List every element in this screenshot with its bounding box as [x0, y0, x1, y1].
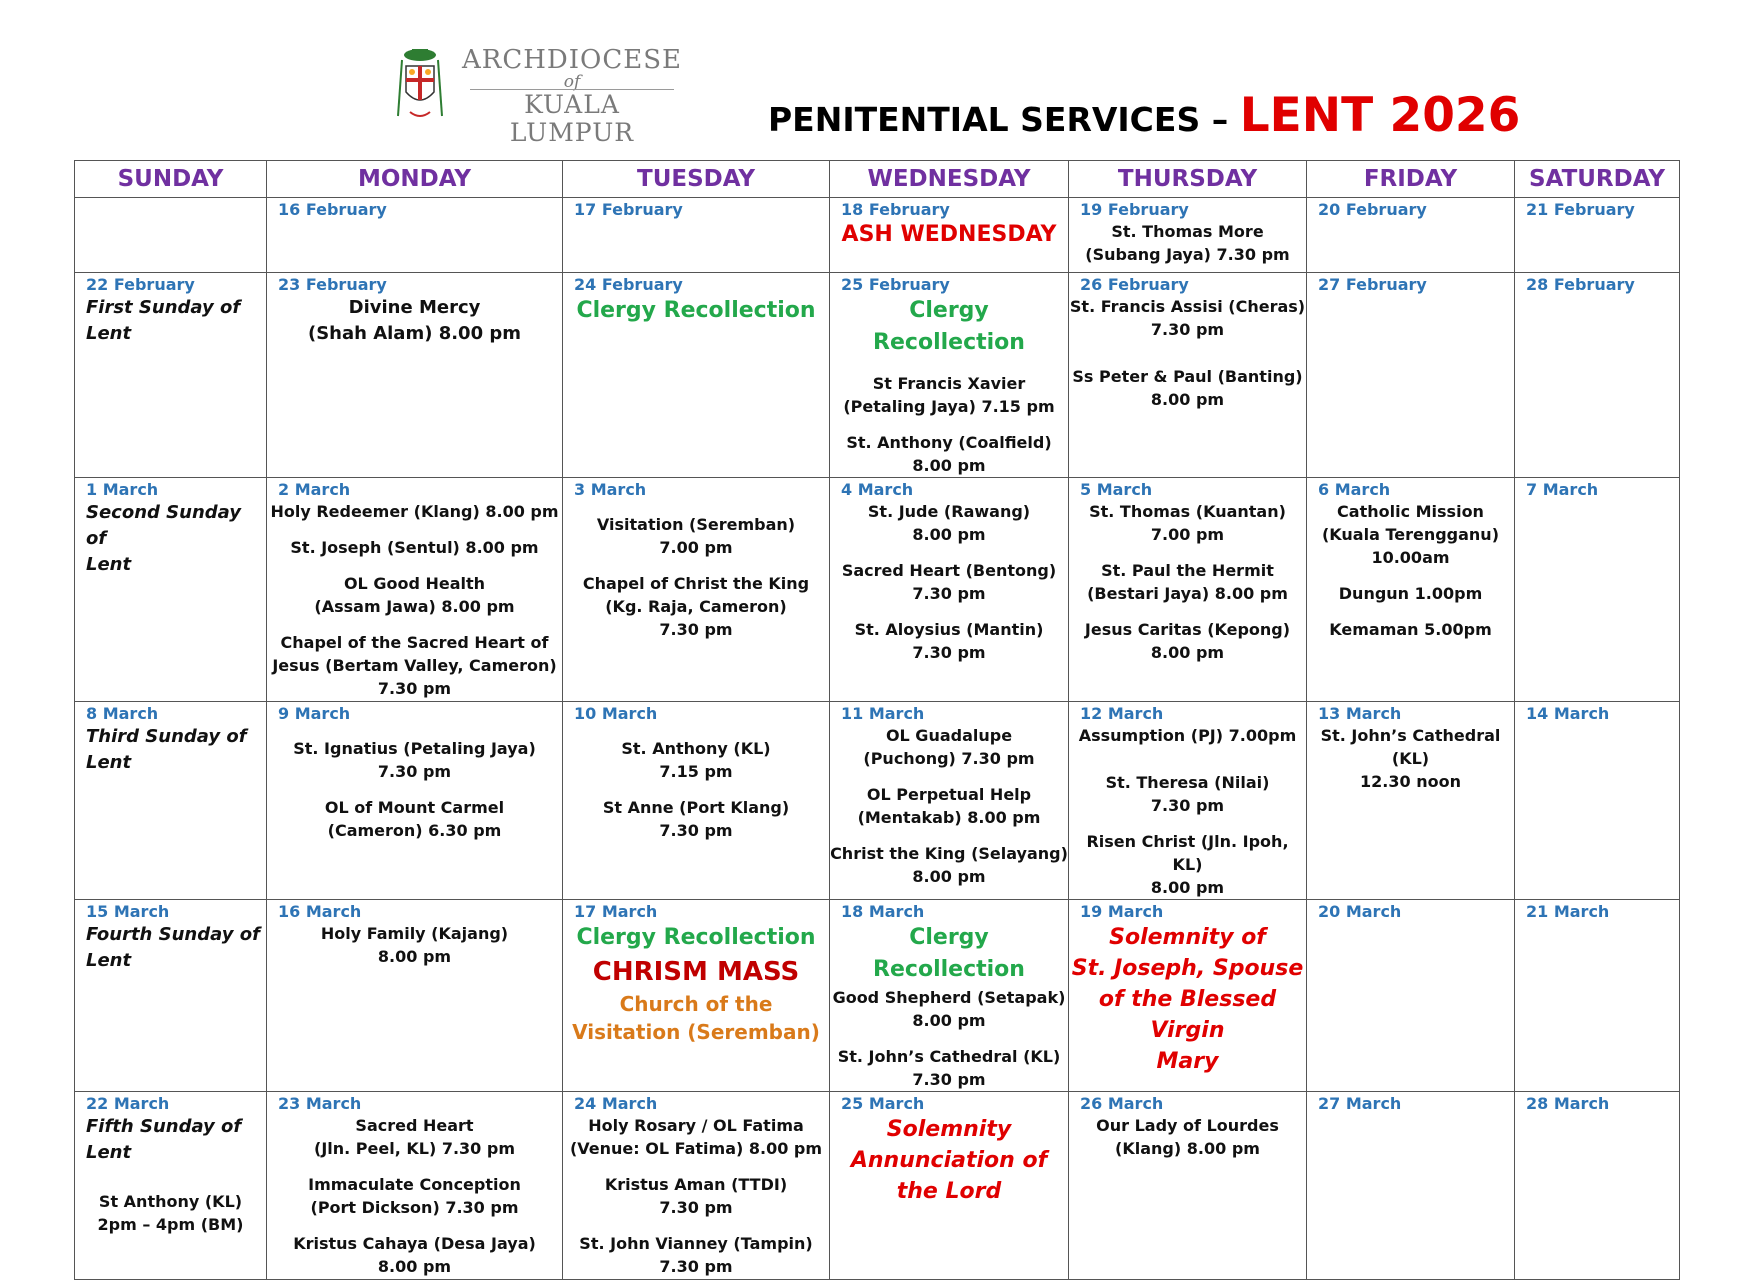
- event-line: St. John’s Cathedral: [1320, 726, 1501, 745]
- day-cell: [75, 273, 267, 478]
- day-cell: [1307, 273, 1515, 478]
- date-label: 23 February: [278, 275, 387, 294]
- day-cell: [75, 702, 267, 900]
- date-label: 10 March: [574, 704, 658, 723]
- clergy-recollection-label: Clergy Recollection: [576, 925, 816, 950]
- date-label: 4 March: [841, 480, 914, 499]
- day-cell: [830, 900, 1069, 1092]
- event-line: 7.30 pm: [912, 584, 986, 603]
- event-line: St. Aloysius (Mantin): [854, 620, 1044, 639]
- date-label: 17 March: [574, 902, 658, 921]
- date-label: 13 March: [1318, 704, 1402, 723]
- event-line: St. Francis Assisi (Cheras): [1069, 297, 1306, 316]
- day-cell: [830, 702, 1069, 900]
- event-line: (Kg. Raja, Cameron): [605, 597, 787, 616]
- day-header-sunday: SUNDAY: [75, 161, 267, 198]
- day-cell: [1307, 198, 1515, 273]
- event-line: St Francis Xavier: [872, 374, 1026, 393]
- day-header-thursday: THURSDAY: [1069, 161, 1307, 198]
- event-line: (Shah Alam) 8.00 pm: [307, 323, 522, 344]
- day-cell: [830, 478, 1069, 702]
- day-cell: [1069, 198, 1307, 273]
- day-cell: [267, 900, 563, 1092]
- date-label: 16 March: [278, 902, 362, 921]
- event-line: (Jln. Peel, KL) 7.30 pm: [314, 1139, 515, 1158]
- event-line: Kristus Aman (TTDI): [604, 1175, 788, 1194]
- event-line: 7.30 pm: [659, 1257, 733, 1276]
- event-line: (Venue: OL Fatima) 8.00 pm: [569, 1139, 823, 1158]
- date-label: 15 March: [86, 902, 170, 921]
- event-line: (Mentakab) 8.00 pm: [857, 808, 1041, 827]
- event-line: Christ the King (Selayang): [830, 844, 1068, 863]
- solemnity-line: the Lord: [896, 1179, 1002, 1204]
- clergy-recollection-label: Clergy Recollection: [576, 298, 816, 323]
- day-cell: [267, 273, 563, 478]
- coat-of-arms-icon: [392, 46, 448, 126]
- date-label: 7 March: [1526, 480, 1599, 499]
- date-label: 9 March: [278, 704, 351, 723]
- date-label: 20 March: [1318, 902, 1402, 921]
- sunday-label: Fifth Sunday of: [86, 1116, 242, 1137]
- date-label: 26 February: [1080, 275, 1189, 294]
- event-line: Chapel of Christ the King: [582, 574, 810, 593]
- event-line: OL Good Health: [343, 574, 486, 593]
- event-line: (Cameron) 6.30 pm: [327, 821, 502, 840]
- event-line: 7.30 pm: [1150, 796, 1225, 815]
- sunday-label: Lent: [86, 554, 132, 575]
- event-line: Sacred Heart (Bentong): [841, 561, 1057, 580]
- event-line: St. Thomas (Kuantan): [1089, 502, 1286, 521]
- day-cell: [830, 273, 1069, 478]
- day-cell: [1069, 478, 1307, 702]
- day-cell: [267, 702, 563, 900]
- chrism-mass-label: CHRISM MASS: [592, 957, 800, 987]
- date-label: 25 February: [841, 275, 950, 294]
- event-line: 7.30 pm: [659, 620, 733, 639]
- day-cell: [267, 198, 563, 273]
- date-label: 16 February: [278, 200, 387, 219]
- day-cell: [563, 478, 830, 702]
- event-line: Jesus Caritas (Kepong): [1084, 620, 1291, 639]
- archdiocese-logo: [392, 45, 683, 147]
- event-line: Sacred Heart: [355, 1116, 474, 1135]
- event-line: Assumption (PJ) 7.00pm: [1078, 726, 1297, 745]
- day-cell: [1307, 478, 1515, 702]
- event-line: St Anthony (KL): [98, 1192, 243, 1211]
- date-label: 18 February: [841, 200, 950, 219]
- day-cell: [563, 198, 830, 273]
- week-row: [75, 900, 1680, 1092]
- day-header-saturday: SATURDAY: [1515, 161, 1680, 198]
- event-line: 8.00 pm: [912, 456, 986, 475]
- event-line: 8.00 pm: [912, 1011, 986, 1030]
- event-line: 8.00 pm: [912, 525, 986, 544]
- day-cell: [267, 1092, 563, 1280]
- solemnity-line: St. Joseph, Spouse: [1071, 956, 1304, 981]
- date-label: 28 March: [1526, 1094, 1610, 1113]
- solemnity-line: Annunciation of: [850, 1148, 1048, 1173]
- date-label: 1 March: [86, 480, 159, 499]
- day-cell: [75, 478, 267, 702]
- day-cell: [75, 1092, 267, 1280]
- solemnity-line: of the Blessed Virgin: [1098, 987, 1277, 1043]
- event-line: 7.30 pm: [1150, 320, 1225, 339]
- event-line: Dungun 1.00pm: [1338, 584, 1483, 603]
- day-cell: [1307, 900, 1515, 1092]
- event-line: Good Shepherd (Setapak): [832, 988, 1066, 1007]
- date-label: 22 February: [86, 275, 195, 294]
- event-line: (Petaling Jaya) 7.15 pm: [843, 397, 1055, 416]
- day-cell: [1515, 1092, 1680, 1280]
- event-line: St. Anthony (Coalfield): [846, 433, 1052, 452]
- day-cell: [1069, 273, 1307, 478]
- date-label: 19 March: [1080, 902, 1164, 921]
- date-label: 5 March: [1080, 480, 1153, 499]
- day-cell: [1515, 198, 1680, 273]
- event-line: St. Theresa (Nilai): [1105, 773, 1270, 792]
- day-cell: [830, 1092, 1069, 1280]
- event-line: (Subang Jaya) 7.30 pm: [1085, 245, 1290, 264]
- logo-line-2: of: [563, 72, 581, 92]
- event-line: Ss Peter & Paul (Banting): [1072, 367, 1303, 386]
- sunday-label: First Sunday of: [86, 297, 241, 318]
- logo-line-1: ARCHDIOCESE: [462, 45, 683, 75]
- event-line: OL Perpetual Help: [866, 785, 1032, 804]
- event-line: 7.00 pm: [1150, 525, 1225, 544]
- title-main: PENITENTIAL SERVICES –: [768, 100, 1240, 139]
- day-header-tuesday: TUESDAY: [563, 161, 830, 198]
- day-cell: [1069, 702, 1307, 900]
- day-cell: [1515, 273, 1680, 478]
- weekday-header-row: [75, 161, 1680, 198]
- sunday-label: Lent: [86, 1142, 132, 1163]
- event-line: 7.30 pm: [377, 762, 452, 781]
- event-line: St. Joseph (Sentul) 8.00 pm: [290, 538, 539, 557]
- clergy-recollection-label: Clergy Recollection: [873, 925, 1025, 982]
- event-line: 12.30 noon: [1360, 772, 1461, 791]
- date-label: 6 March: [1318, 480, 1391, 499]
- event-line: (Assam Jawa) 8.00 pm: [314, 597, 515, 616]
- date-label: 22 March: [86, 1094, 170, 1113]
- event-line: 2pm – 4pm (BM): [97, 1215, 244, 1234]
- day-cell: [75, 198, 267, 273]
- event-line: St. Ignatius (Petaling Jaya): [293, 739, 536, 758]
- sunday-label: Second Sunday of: [86, 502, 241, 549]
- day-cell: [267, 478, 563, 702]
- event-line: 10.00am: [1371, 548, 1450, 567]
- page-title: [768, 88, 1520, 143]
- event-line: 8.00 pm: [377, 1257, 452, 1276]
- date-label: 11 March: [841, 704, 925, 723]
- event-line: Catholic Mission: [1337, 502, 1484, 521]
- event-line: Divine Mercy: [348, 297, 481, 318]
- date-label: 21 March: [1526, 902, 1610, 921]
- sunday-label: Fourth Sunday of: [86, 924, 260, 945]
- week-row: [75, 273, 1680, 478]
- event-line: Kristus Cahaya (Desa Jaya): [293, 1234, 536, 1253]
- day-cell: [563, 900, 830, 1092]
- day-cell: [1515, 478, 1680, 702]
- event-line: 7.30 pm: [912, 1070, 986, 1089]
- event-line: St. Anthony (KL): [621, 739, 771, 758]
- day-cell: [1069, 900, 1307, 1092]
- event-line: 7.30 pm: [912, 643, 986, 662]
- clergy-recollection-label: Clergy Recollection: [873, 298, 1025, 355]
- date-label: 14 March: [1526, 704, 1610, 723]
- event-line: Holy Family (Kajang): [320, 924, 509, 943]
- date-label: 19 February: [1080, 200, 1189, 219]
- week-row: [75, 702, 1680, 900]
- date-label: 28 February: [1526, 275, 1635, 294]
- event-line: Holy Rosary / OL Fatima: [588, 1116, 804, 1135]
- event-line: 8.00 pm: [377, 947, 452, 966]
- week-row: [75, 478, 1680, 702]
- title-highlight: LENT 2026: [1239, 88, 1521, 143]
- event-line: Kemaman 5.00pm: [1329, 620, 1492, 639]
- event-line: 8.00 pm: [1150, 643, 1225, 662]
- day-cell: [563, 1092, 830, 1280]
- sunday-label: Lent: [86, 323, 132, 344]
- calendar-table: [74, 160, 1680, 1280]
- date-label: 23 March: [278, 1094, 362, 1113]
- chrism-venue-line: Visitation (Seremban): [572, 1020, 820, 1044]
- solemnity-line: Solemnity: [886, 1117, 1012, 1142]
- date-label: 3 March: [574, 480, 647, 499]
- event-line: 7.30 pm: [659, 1198, 733, 1217]
- event-line: St. Thomas More: [1111, 222, 1264, 241]
- event-line: 7.00 pm: [659, 538, 733, 557]
- date-label: 24 February: [574, 275, 683, 294]
- date-label: 27 February: [1318, 275, 1427, 294]
- event-line: 7.30 pm: [659, 821, 733, 840]
- day-cell: [1069, 1092, 1307, 1280]
- event-line: OL Guadalupe: [885, 726, 1013, 745]
- event-line: St. John Vianney (Tampin): [579, 1234, 813, 1253]
- solemnity-line: Mary: [1156, 1049, 1219, 1074]
- date-label: 25 March: [841, 1094, 925, 1113]
- event-line: (Klang) 8.00 pm: [1115, 1139, 1260, 1158]
- event-line: 8.00 pm: [1150, 390, 1225, 409]
- event-line: (KL): [1391, 749, 1430, 768]
- day-cell: [1515, 900, 1680, 1092]
- chrism-venue-line: Church of the: [619, 992, 773, 1016]
- date-label: 21 February: [1526, 200, 1635, 219]
- event-line: St Anne (Port Klang): [602, 798, 790, 817]
- day-header-monday: MONDAY: [267, 161, 563, 198]
- event-line: Visitation (Seremban): [596, 515, 796, 534]
- sunday-label: Lent: [86, 752, 132, 773]
- day-cell: [563, 702, 830, 900]
- event-line: 7.30 pm: [377, 679, 452, 698]
- sunday-label: Third Sunday of: [86, 726, 247, 747]
- date-label: 20 February: [1318, 200, 1427, 219]
- week-row: [75, 198, 1680, 273]
- event-line: 8.00 pm: [1150, 878, 1225, 897]
- day-cell: [1307, 1092, 1515, 1280]
- date-label: 2 March: [278, 480, 351, 499]
- event-line: Our Lady of Lourdes: [1096, 1116, 1279, 1135]
- logo-line-3: KUALA LUMPUR: [509, 90, 635, 147]
- date-label: 8 March: [86, 704, 159, 723]
- sunday-label: Lent: [86, 950, 132, 971]
- event-line: Jesus (Bertam Valley, Cameron): [272, 656, 557, 675]
- event-line: Chapel of the Sacred Heart of: [280, 633, 549, 652]
- day-cell: [1307, 702, 1515, 900]
- day-cell: [830, 198, 1069, 273]
- day-cell: [1515, 702, 1680, 900]
- date-label: 12 March: [1080, 704, 1164, 723]
- event-line: OL of Mount Carmel: [324, 798, 505, 817]
- date-label: 26 March: [1080, 1094, 1164, 1113]
- date-label: 18 March: [841, 902, 925, 921]
- event-line: St. Jude (Rawang): [867, 502, 1031, 521]
- day-header-wednesday: WEDNESDAY: [830, 161, 1069, 198]
- week-row: [75, 1092, 1680, 1280]
- event-line: Risen Christ (Jln. Ipoh, KL): [1086, 832, 1289, 874]
- event-line: (Port Dickson) 7.30 pm: [310, 1198, 519, 1217]
- day-header-friday: FRIDAY: [1307, 161, 1515, 198]
- event-line: St. John’s Cathedral (KL): [837, 1047, 1061, 1066]
- solemnity-line: Solemnity of: [1109, 925, 1266, 950]
- event-line: 8.00 pm: [912, 867, 986, 886]
- event-line: (Bestari Jaya) 8.00 pm: [1087, 584, 1288, 603]
- event-line: Holy Redeemer (Klang) 8.00 pm: [270, 502, 559, 521]
- event-line: (Puchong) 7.30 pm: [863, 749, 1035, 768]
- date-label: 17 February: [574, 200, 683, 219]
- event-line: St. Paul the Hermit: [1101, 561, 1274, 580]
- event-line: (Kuala Terengganu): [1321, 525, 1500, 544]
- date-label: 24 March: [574, 1094, 658, 1113]
- day-cell: [75, 900, 267, 1092]
- ash-wednesday-label: ASH WEDNESDAY: [841, 222, 1057, 247]
- event-line: 7.15 pm: [659, 762, 733, 781]
- day-cell: [563, 273, 830, 478]
- event-line: Immaculate Conception: [308, 1175, 521, 1194]
- date-label: 27 March: [1318, 1094, 1402, 1113]
